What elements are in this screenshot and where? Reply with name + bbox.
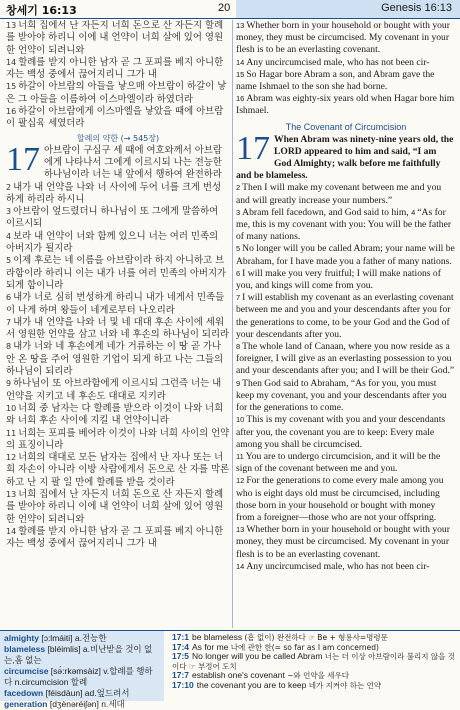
page-number: 20 [218, 2, 231, 14]
korean-verse: 13 너희 집에서 난 자든지 너희 돈으로 산 자든지 할례를 받아야 하리니 이에 내 언약이 너희 살에 있어 영원한 언약이 되려니와 [6, 20, 224, 56]
glossary-entry: almighty [ɔ:lmáiti] a.전능한 [4, 633, 107, 643]
phrase-note: 17:1 be blameless (흠 없이) 완전하다 ☞ Be + 형용사=명령문 [172, 632, 388, 642]
korean-verse: 11 너희는 포피를 베어라 이것이 나와 너희 사이의 언약의 표징이니라 [6, 427, 230, 451]
header-left-ref: 창세기 16:13 [6, 4, 77, 17]
english-verse: 3 Abram fell facedown, and God said to him, 4 “As for me, this is my covenant with you: You will be the father of many nations. [236, 206, 452, 243]
glossary-entry: blameless [bléimlis] a.비난받을 것이 없는,흠 없는 [4, 644, 153, 665]
english-verse: 14 Any uncircumcised male, who has not been cir- [236, 560, 430, 572]
page-header [0, 0, 460, 19]
english-verse: 12 For the generations to come every male among you who is eight days old must be circumcised, including those born in your household or bought with money from a foreigner—those who are not your offspring. [236, 475, 444, 523]
english-verse: 2 Then I will make my covenant between me and you and will greatly increase your numbers.” [236, 182, 442, 206]
english-section-heading: The Covenant of Circumcision [285, 121, 407, 132]
korean-verse: 12 너희의 대대로 모든 남자는 집에서 난 자나 또는 너희 자손이 아니라 이방 사람에게서 돈으로 산 자를 막론하고 난 지 팔 일 만에 할례를 받을 것이라 [6, 452, 230, 488]
korean-chapter-number: 17 [6, 140, 40, 178]
glossary-entry: circumcise [sə́:rkəmsàiz] v.할례를 행하다 n.circumcision 할례 [4, 666, 153, 687]
english-verse: 13 Whether born in your household or bought with your money, they must be circumcised. My covenant in your flesh is to be an everlasting covenant. [236, 524, 450, 560]
english-verse: 9 Then God said to Abraham, “As for you, you must keep my covenant, you and your descendants after you for the generations to come. [236, 377, 447, 414]
english-verse: 5 No longer will you be called Abram; your name will be Abraham, for I have made you a father of many nations. [236, 243, 455, 267]
english-verse: 11 You are to undergo circumcision, and it will be the sign of the covenant between me and you. [236, 450, 441, 475]
english-verse: 16 Abram was eighty-six years old when Hagar bore him Ishmael. [236, 93, 455, 117]
english-verse: 17 When Abram was ninety-nine years old, the LORD appeared to him and said, “I am God Almighty; walk before me faithfully and be blameless. [236, 129, 454, 182]
korean-verse: 10 너희 중 남자는 다 할례를 받으라 이것이 나와 너희와 너희 후손 사이에 지킬 내 언약이니라 [6, 402, 224, 427]
korean-verse: 2 내가 내 언약을 나와 너 사이에 두어 너를 크게 번성하게 하리라 하시니 [6, 181, 222, 205]
korean-section-heading: 할례의 약한 (→ 545장) [76, 133, 160, 143]
vocabulary-glossary [0, 631, 164, 709]
korean-verse: 6 내가 너로 심히 번성하게 하리니 내가 네게서 민족들이 나게 하며 왕들이 네게로부터 나오리라 [6, 292, 225, 316]
header-right-band [236, 0, 460, 18]
glossary-entry: generation [dʒènəréiʃən] n.세대 [4, 699, 125, 709]
korean-verse: 9 하나님이 또 아브라함에게 이르시되 그런즉 너는 내 언약을 지키고 네 후손도 대대로 지키라 [6, 378, 222, 402]
korean-verse: 4 보라 내 언약이 너와 함께 있으니 너는 여러 민족의 아버지가 될지라 [6, 230, 219, 255]
english-verse: 8 The whole land of Canaan, where you now reside as a foreigner, I will give as an everlasting possession to you and your descendants after you; and I will be their God.” [236, 341, 455, 377]
korean-verse: 15 하갈이 아브람의 아들을 낳으매 아브람이 하갈이 낳은 그 아들을 이름하여 이스마엘이라 하였더라 [6, 81, 227, 105]
footnote-area [0, 630, 460, 709]
english-verse: 7 I will establish my covenant as an everlasting covenant between me and you and your descendants after you for the generations to come, to be your God and the God of your descendants after you. [236, 292, 454, 340]
korean-verse: 17 아브람이 구십구 세 때에 여호와께서 아브람에게 나타나서 그에게 이르시되 나는 전능한 하나님이라 너는 내 앞에서 행하여 완전하라 [6, 140, 222, 181]
english-verse: 14 Any uncircumcised male, who has not been cir- [236, 56, 430, 68]
header-right-ref: Genesis 16:13 [381, 2, 452, 14]
phrase-notes [168, 631, 460, 701]
korean-verse: 5 이제 후로는 네 이름을 아브람이라 하지 아니하고 브라함이라 하리니 이는 내가 너를 여러 민족의 아버지가 되게 함이니라 [6, 255, 227, 291]
korean-verse: 3 아브람이 엎드렸더니 하나님이 또 그에게 말씀하여 이르시되 [6, 206, 219, 230]
korean-column [6, 20, 230, 628]
korean-verse: 8 내가 너와 네 후손에게 네가 거류하는 이 땅 곧 가나안 온 땅을 주어 영원한 기업이 되게 하고 나는 그들의 하나님이 되리라 [6, 341, 224, 378]
korean-verse: 16 하갈이 아브람에게 이스마엘을 낳았을 때에 아브람이 팔십육 세였더라 [6, 106, 224, 130]
english-verse: 6 I will make you very fruitful; I will make nations of you, and kings will come from you. [236, 267, 441, 292]
phrase-note: 17:7 establish one's covenant ~와 언약을 세우다 [172, 670, 349, 681]
english-verse: 13 Whether born in your household or bought with your money, they must be circumcised. My covenant in your flesh is to be an everlasting covenant. [236, 20, 450, 56]
glossary-entry: facedown [féisdàun] ad.엎드려서 [4, 688, 130, 698]
korean-verse: 7 내가 내 언약을 나와 너 및 네 대대 후손 사이에 세워서 영원한 언약을 삼고 너와 네 후손의 하나님이 되리라 [6, 316, 230, 341]
english-verse: 15 So Hagar bore Abram a son, and Abram gave the name Ishmael to the son she had borne. [236, 68, 435, 93]
column-divider [232, 20, 233, 628]
korean-verse: 13 너희 집에서 난 자든지 너희 돈으로 산 자든지 할례를 받아야 하리니 이에 내 언약이 너희 살에 있어 영원한 언약이 되려니와 [6, 488, 224, 525]
english-column [236, 20, 456, 628]
korean-verse: 14 할례를 받지 아니한 남자 곧 그 포피를 베지 아니한 자는 백성 중에서 끊어지리니 그가 내 [6, 56, 224, 81]
korean-verse: 14 할례를 받지 아니한 남자 곧 그 포피를 베지 아니한 자는 백성 중에서 끊어지리니 그가 내 [6, 525, 224, 550]
phrase-note: 17:10 the covenant you are to keep 네가 지켜야 하는 언약 [172, 679, 382, 690]
phrase-note: 17:4 As for me 나에 관한 한(= so far as I am concerned) [172, 641, 379, 652]
phrase-note: 17:5 No longer will you be called Abram 너는 더 이상 아브람이라 불리지 않을 것이다 ☞ 부정어 도치 [172, 651, 456, 671]
english-verse: 10 This is my covenant with you and your descendants after you, the covenant you are to keep: Every male among you shall be circumcised. [236, 414, 446, 450]
english-chapter-number: 17 [236, 129, 270, 167]
